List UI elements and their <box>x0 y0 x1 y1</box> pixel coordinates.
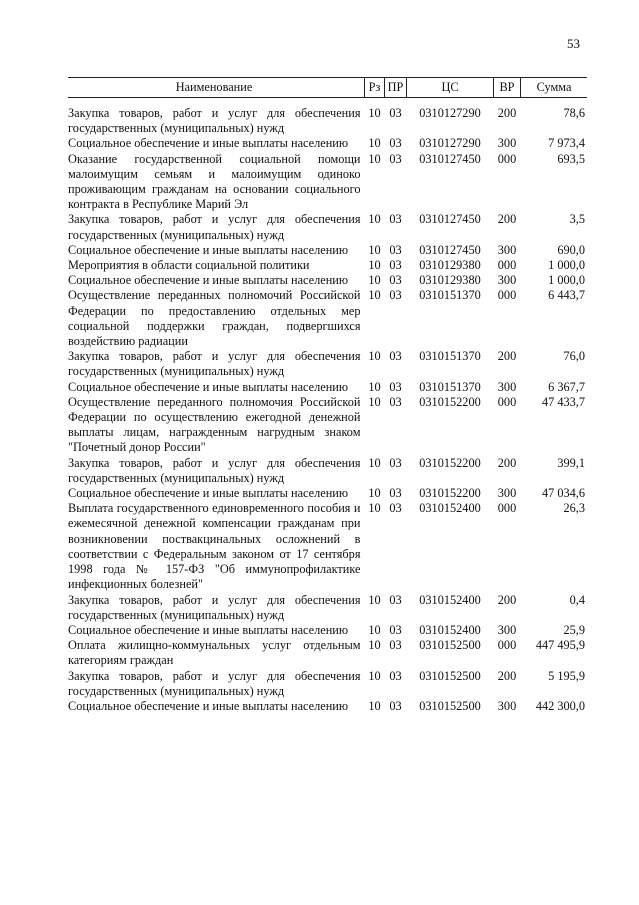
table-row <box>68 699 587 714</box>
row-name: Осуществление переданного полномочия Российской Федерации по осуществлению ежегодной денежной выплаты лицам, награжденным нагрудным знаком "Почетный донор России" <box>68 394 361 455</box>
row-rz: 10 <box>368 288 381 303</box>
row-vr: 200 <box>497 455 517 470</box>
table-header-row <box>68 78 587 98</box>
row-cs: 0310152400 <box>419 622 481 637</box>
table-row <box>68 273 587 288</box>
row-vr: 200 <box>497 212 517 227</box>
page-number: 53 <box>567 36 580 51</box>
row-name: Выплата государственного единовременного пособия и ежемесячной денежной компенсации гражданам при возникновении поствакцинальных осложнений в соответствии с Федеральным законом от 17 сентября 1998 года № 157-ФЗ "Об иммунопрофилактике инфекционных болезней" <box>68 501 361 592</box>
row-sum: 1 000,0 <box>548 258 585 273</box>
table-body <box>68 98 587 715</box>
row-sum: 76,0 <box>563 349 585 364</box>
row-sum: 26,3 <box>563 501 585 516</box>
row-cs: 0310127450 <box>419 212 481 227</box>
row-name: Социальное обеспечение и иные выплаты населению <box>68 622 349 637</box>
row-sum: 5 195,9 <box>548 668 585 683</box>
row-name: Социальное обеспечение и иные выплаты населению <box>68 698 349 713</box>
row-vr: 300 <box>497 242 517 257</box>
row-cs: 0310152500 <box>419 668 481 683</box>
row-sum: 25,9 <box>563 622 585 637</box>
row-rz: 10 <box>368 212 381 227</box>
row-vr: 300 <box>497 622 517 637</box>
row-cs: 0310127290 <box>419 136 481 151</box>
row-rz: 10 <box>368 273 381 288</box>
row-vr: 000 <box>497 501 517 516</box>
table-row <box>68 152 587 213</box>
row-name: Социальное обеспечение и иные выплаты населению <box>68 486 349 501</box>
row-vr: 300 <box>497 136 517 151</box>
row-cs: 0310129380 <box>419 273 481 288</box>
table-row <box>68 288 587 349</box>
row-pr: 03 <box>389 501 402 516</box>
row-vr: 300 <box>497 273 517 288</box>
row-cs: 0310152200 <box>419 394 481 409</box>
row-name: Социальное обеспечение и иные выплаты населению <box>68 136 349 151</box>
row-rz: 10 <box>368 151 381 166</box>
row-pr: 03 <box>389 136 402 151</box>
row-rz: 10 <box>368 242 381 257</box>
table-row <box>68 380 587 395</box>
row-sum: 47 433,7 <box>541 394 585 409</box>
row-cs: 0310127450 <box>419 151 481 166</box>
header-name: Наименование <box>68 78 365 98</box>
row-vr: 000 <box>497 288 517 303</box>
row-cs: 0310129380 <box>419 258 481 273</box>
row-sum: 690,0 <box>557 242 585 257</box>
table-row <box>68 349 587 379</box>
row-rz: 10 <box>368 486 381 501</box>
row-sum: 442 300,0 <box>535 698 585 713</box>
row-vr: 200 <box>497 592 517 607</box>
row-vr: 200 <box>497 106 517 120</box>
row-pr: 03 <box>389 242 402 257</box>
row-cs: 0310151370 <box>419 349 481 364</box>
row-cs: 0310152500 <box>419 638 481 653</box>
row-sum: 693,5 <box>557 151 585 166</box>
row-cs: 0310151370 <box>419 288 481 303</box>
row-rz: 10 <box>368 136 381 151</box>
row-pr: 03 <box>389 622 402 637</box>
row-name: Закупка товаров, работ и услуг для обеспечения государственных (муниципальных) нужд <box>68 455 361 485</box>
row-cs: 0310151370 <box>419 379 481 394</box>
table-row <box>68 395 587 456</box>
table-row <box>68 486 587 501</box>
table-row <box>68 212 587 242</box>
row-sum: 6 367,7 <box>548 379 585 394</box>
table-row <box>68 98 587 137</box>
row-rz: 10 <box>368 698 381 713</box>
table-row <box>68 669 587 699</box>
row-cs: 0310152400 <box>419 592 481 607</box>
row-cs: 0310127450 <box>419 242 481 257</box>
row-name: Оказание государственной социальной помощи малоимущим семьям и малоимущим одиноко проживающим гражданам на основании социального контракта в Республике Марий Эл <box>68 151 361 212</box>
row-name: Мероприятия в области социальной политики <box>68 258 310 273</box>
row-vr: 000 <box>497 258 517 273</box>
header-vr: ВР <box>494 78 521 98</box>
row-name: Закупка товаров, работ и услуг для обеспечения государственных (муниципальных) нужд <box>68 668 361 698</box>
row-rz: 10 <box>368 349 381 364</box>
budget-table <box>68 77 587 714</box>
row-vr: 000 <box>497 394 517 409</box>
row-name: Социальное обеспечение и иные выплаты населению <box>68 242 349 257</box>
row-pr: 03 <box>389 698 402 713</box>
row-sum: 399,1 <box>557 455 585 470</box>
row-pr: 03 <box>389 668 402 683</box>
row-sum: 0,4 <box>569 592 585 607</box>
row-rz: 10 <box>368 622 381 637</box>
row-cs: 0310152200 <box>419 486 481 501</box>
row-pr: 03 <box>389 273 402 288</box>
row-vr: 000 <box>497 151 517 166</box>
row-sum: 7 973,4 <box>548 136 585 151</box>
row-cs: 0310152200 <box>419 455 481 470</box>
table-row <box>68 593 587 623</box>
row-rz: 10 <box>368 455 381 470</box>
row-name: Закупка товаров, работ и услуг для обеспечения государственных (муниципальных) нужд <box>68 349 361 379</box>
row-pr: 03 <box>389 379 402 394</box>
row-cs: 0310152500 <box>419 698 481 713</box>
row-name: Социальное обеспечение и иные выплаты населению <box>68 273 349 288</box>
row-rz: 10 <box>368 668 381 683</box>
row-pr: 03 <box>389 394 402 409</box>
row-pr: 03 <box>389 258 402 273</box>
row-name: Закупка товаров, работ и услуг для обеспечения государственных (муниципальных) нужд <box>68 212 361 242</box>
row-pr: 03 <box>389 106 402 120</box>
row-pr: 03 <box>389 288 402 303</box>
row-rz: 10 <box>368 258 381 273</box>
row-pr: 03 <box>389 592 402 607</box>
row-name: Оплата жилищно-коммунальных услуг отдельным категориям граждан <box>68 638 361 668</box>
table-row <box>68 136 587 151</box>
row-vr: 300 <box>497 486 517 501</box>
table-row <box>68 623 587 638</box>
row-rz: 10 <box>368 379 381 394</box>
table-row <box>68 258 587 273</box>
row-rz: 10 <box>368 394 381 409</box>
row-sum: 3,5 <box>569 212 585 227</box>
row-cs: 0310152400 <box>419 501 481 516</box>
row-vr: 300 <box>497 698 517 713</box>
row-vr: 000 <box>497 638 517 653</box>
row-rz: 10 <box>368 501 381 516</box>
header-sum: Сумма <box>521 78 588 98</box>
row-pr: 03 <box>389 638 402 653</box>
table-row <box>68 638 587 668</box>
row-vr: 200 <box>497 668 517 683</box>
row-sum: 78,6 <box>563 106 585 120</box>
header-rz: Рз <box>365 78 385 98</box>
row-pr: 03 <box>389 349 402 364</box>
row-name: Осуществление переданных полномочий Российской Федерации по предоставлению отдельных мер социальной поддержки граждан, подвергшихся воздействию радиации <box>68 288 361 349</box>
table-row <box>68 501 587 592</box>
table-row <box>68 456 587 486</box>
header-pr: ПР <box>385 78 407 98</box>
row-pr: 03 <box>389 455 402 470</box>
row-rz: 10 <box>368 638 381 653</box>
row-sum: 1 000,0 <box>548 273 585 288</box>
row-rz: 10 <box>368 592 381 607</box>
row-vr: 200 <box>497 349 517 364</box>
row-sum: 447 495,9 <box>535 638 585 653</box>
row-name: Закупка товаров, работ и услуг для обеспечения государственных (муниципальных) нужд <box>68 106 361 136</box>
row-cs: 0310127290 <box>419 106 481 120</box>
row-vr: 300 <box>497 379 517 394</box>
row-pr: 03 <box>389 486 402 501</box>
row-sum: 47 034,6 <box>541 486 585 501</box>
row-rz: 10 <box>368 106 381 120</box>
row-sum: 6 443,7 <box>548 288 585 303</box>
row-name: Социальное обеспечение и иные выплаты населению <box>68 379 349 394</box>
row-pr: 03 <box>389 151 402 166</box>
row-name: Закупка товаров, работ и услуг для обеспечения государственных (муниципальных) нужд <box>68 592 361 622</box>
table-row <box>68 243 587 258</box>
header-cs: ЦС <box>407 78 494 98</box>
row-pr: 03 <box>389 212 402 227</box>
